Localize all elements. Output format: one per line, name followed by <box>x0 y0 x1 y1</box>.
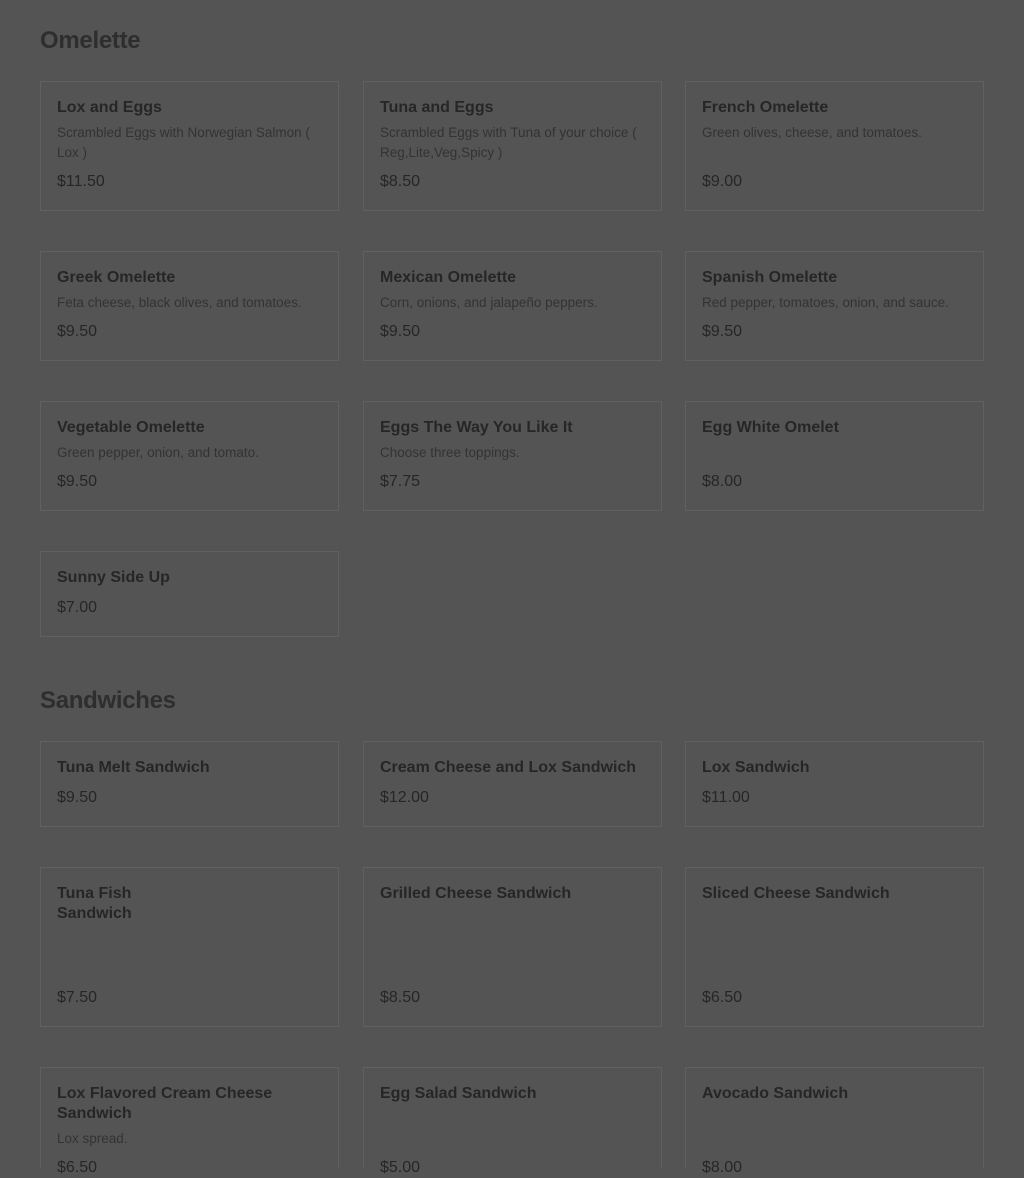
item-name: Cream Cheese and Lox Sandwich <box>380 759 637 776</box>
item-description: Green olives, cheese, and tomatoes. <box>702 125 922 140</box>
menu-item-card[interactable] <box>685 401 984 511</box>
menu-item-card[interactable] <box>363 81 662 211</box>
menu-item-card[interactable] <box>685 741 984 827</box>
item-description: Red pepper, tomatoes, onion, and sauce. <box>702 295 949 310</box>
item-price: $12.00 <box>380 789 429 806</box>
item-price: $7.50 <box>57 989 98 1006</box>
menu-item-card[interactable] <box>363 401 662 511</box>
item-name: Eggs The Way You Like It <box>380 419 573 436</box>
item-name: Egg White Omelet <box>702 419 839 436</box>
item-name: French Omelette <box>702 99 829 116</box>
section-title-omelette: Omelette <box>40 27 141 54</box>
item-name: Tuna Melt Sandwich <box>57 759 210 776</box>
item-price: $8.50 <box>380 989 421 1006</box>
item-price: $7.00 <box>57 599 98 616</box>
item-name: Lox and Eggs <box>57 99 162 116</box>
item-price: $9.50 <box>702 323 743 340</box>
item-name: Egg Salad Sandwich <box>380 1085 537 1102</box>
item-name: Sunny Side Up <box>57 569 170 586</box>
item-description: Green pepper, onion, and tomato. <box>57 445 259 460</box>
item-price: $9.00 <box>702 173 743 190</box>
menu-item-card[interactable] <box>685 867 984 1027</box>
menu-item-card[interactable] <box>40 251 339 361</box>
menu-item-card[interactable] <box>685 1067 984 1176</box>
menu-item-card[interactable] <box>363 867 662 1027</box>
item-name: Vegetable Omelette <box>57 419 205 436</box>
item-description: Lox spread. <box>57 1131 128 1146</box>
item-price: $5.00 <box>380 1159 421 1176</box>
item-price: $11.50 <box>57 173 105 190</box>
menu-item-card[interactable] <box>685 81 984 211</box>
item-name: Lox Sandwich <box>702 759 810 776</box>
item-name: Lox Flavored Cream Cheese Sandwich <box>57 1085 273 1122</box>
menu-item-card[interactable] <box>40 741 339 827</box>
menu-item-card[interactable] <box>40 867 339 1027</box>
menu-item-card[interactable] <box>40 81 339 211</box>
item-name: Greek Omelette <box>57 269 176 286</box>
menu-item-card[interactable] <box>40 1067 339 1176</box>
item-description: Corn, onions, and jalapeño peppers. <box>380 295 598 310</box>
item-description: Scrambled Eggs with Norwegian Salmon ( Lox ) <box>57 125 310 160</box>
item-price: $11.00 <box>702 789 750 806</box>
item-name: Spanish Omelette <box>702 269 838 286</box>
menu-item-card[interactable] <box>363 251 662 361</box>
item-description: Scrambled Eggs with Tuna of your choice ( Reg,Lite,Veg,Spicy ) <box>380 125 637 160</box>
item-description: Choose three toppings. <box>380 445 520 460</box>
item-description: Feta cheese, black olives, and tomatoes. <box>57 295 302 310</box>
item-price: $9.50 <box>57 789 98 806</box>
menu-item-card[interactable] <box>40 401 339 511</box>
item-price: $7.75 <box>380 473 421 490</box>
item-price: $8.00 <box>702 473 743 490</box>
item-price: $9.50 <box>380 323 421 340</box>
item-price: $8.50 <box>380 173 421 190</box>
section-title-sandwiches: Sandwiches <box>40 687 176 714</box>
item-name: Avocado Sandwich <box>702 1085 849 1102</box>
item-price: $9.50 <box>57 323 98 340</box>
item-name: Tuna and Eggs <box>380 99 494 116</box>
item-name: Grilled Cheese Sandwich <box>380 885 572 902</box>
menu-item-card[interactable] <box>363 1067 662 1176</box>
menu-item-card[interactable] <box>40 551 339 637</box>
item-price: $9.50 <box>57 473 98 490</box>
item-price: $6.50 <box>702 989 743 1006</box>
item-price: $6.50 <box>57 1159 98 1176</box>
item-name: Sliced Cheese Sandwich <box>702 885 890 902</box>
menu-item-card[interactable] <box>363 741 662 827</box>
item-price: $8.00 <box>702 1159 743 1176</box>
item-name: Tuna Fish Sandwich <box>57 885 132 922</box>
item-name: Mexican Omelette <box>380 269 517 286</box>
menu-item-card[interactable] <box>685 251 984 361</box>
